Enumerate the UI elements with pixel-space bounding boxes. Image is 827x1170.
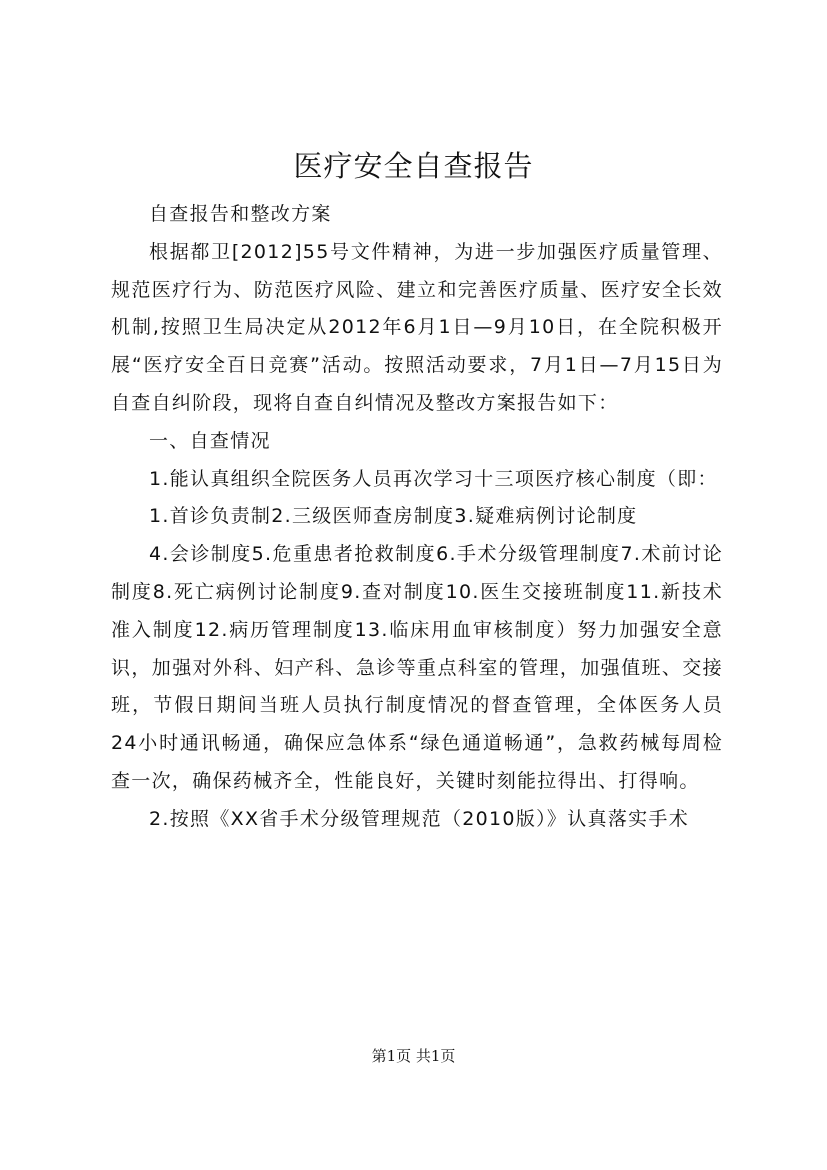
core-system-list-2: 4.会诊制度5.危重患者抢救制度6.手术分级管理制度7.术前讨论制度8.死亡病例讨论制度9.查对制度10.医生交接班制度11.新技术准入制度12.病历管理制度13.临床用血审核制度）努力加强安全意识，加强对外科、妇产科、急诊等重点科室的管理，加强值班、交接班，节假日期间当班人员执行制度情况的督查管理，全体医务人员24小时通讯畅通，确保应急体系“绿色通道畅通”，急救药械每周检查一次，确保药械齐全，性能良好，关键时刻能拉得出、打得响。 (111, 543, 723, 792)
document-title: 医疗安全自查报告 (293, 149, 534, 183)
intro-paragraph: 根据都卫[2012]55号文件精神，为进一步加强医疗质量管理、规范医疗行为、防范医疗风险、建立和完善医疗质量、医疗安全长效机制,按照卫生局决定从2012年6月1日—9月10日，在全院积极开展“医疗安全百日竞赛”活动。按照活动要求，7月1日—7月15日为自查自纠阶段，现将自查自纠情况及整改方案报告如下： (111, 240, 723, 414)
core-system-list-1: 1.首诊负责制2.三级医师查房制度3.疑难病例讨论制度 (149, 505, 638, 528)
subtitle-paragraph: 自查报告和整改方案 (149, 203, 332, 225)
document-body (111, 196, 723, 839)
item-1-paragraph: 1.能认真组织全院医务人员再次学习十三项医疗核心制度（即： (149, 467, 718, 490)
section-heading: 一、自查情况 (149, 429, 271, 452)
item-2-paragraph: 2.按照《XX省手术分级管理规范（2010版）》认真落实手术 (149, 807, 690, 830)
page-footer: 第1页 共1页 (371, 1047, 456, 1065)
